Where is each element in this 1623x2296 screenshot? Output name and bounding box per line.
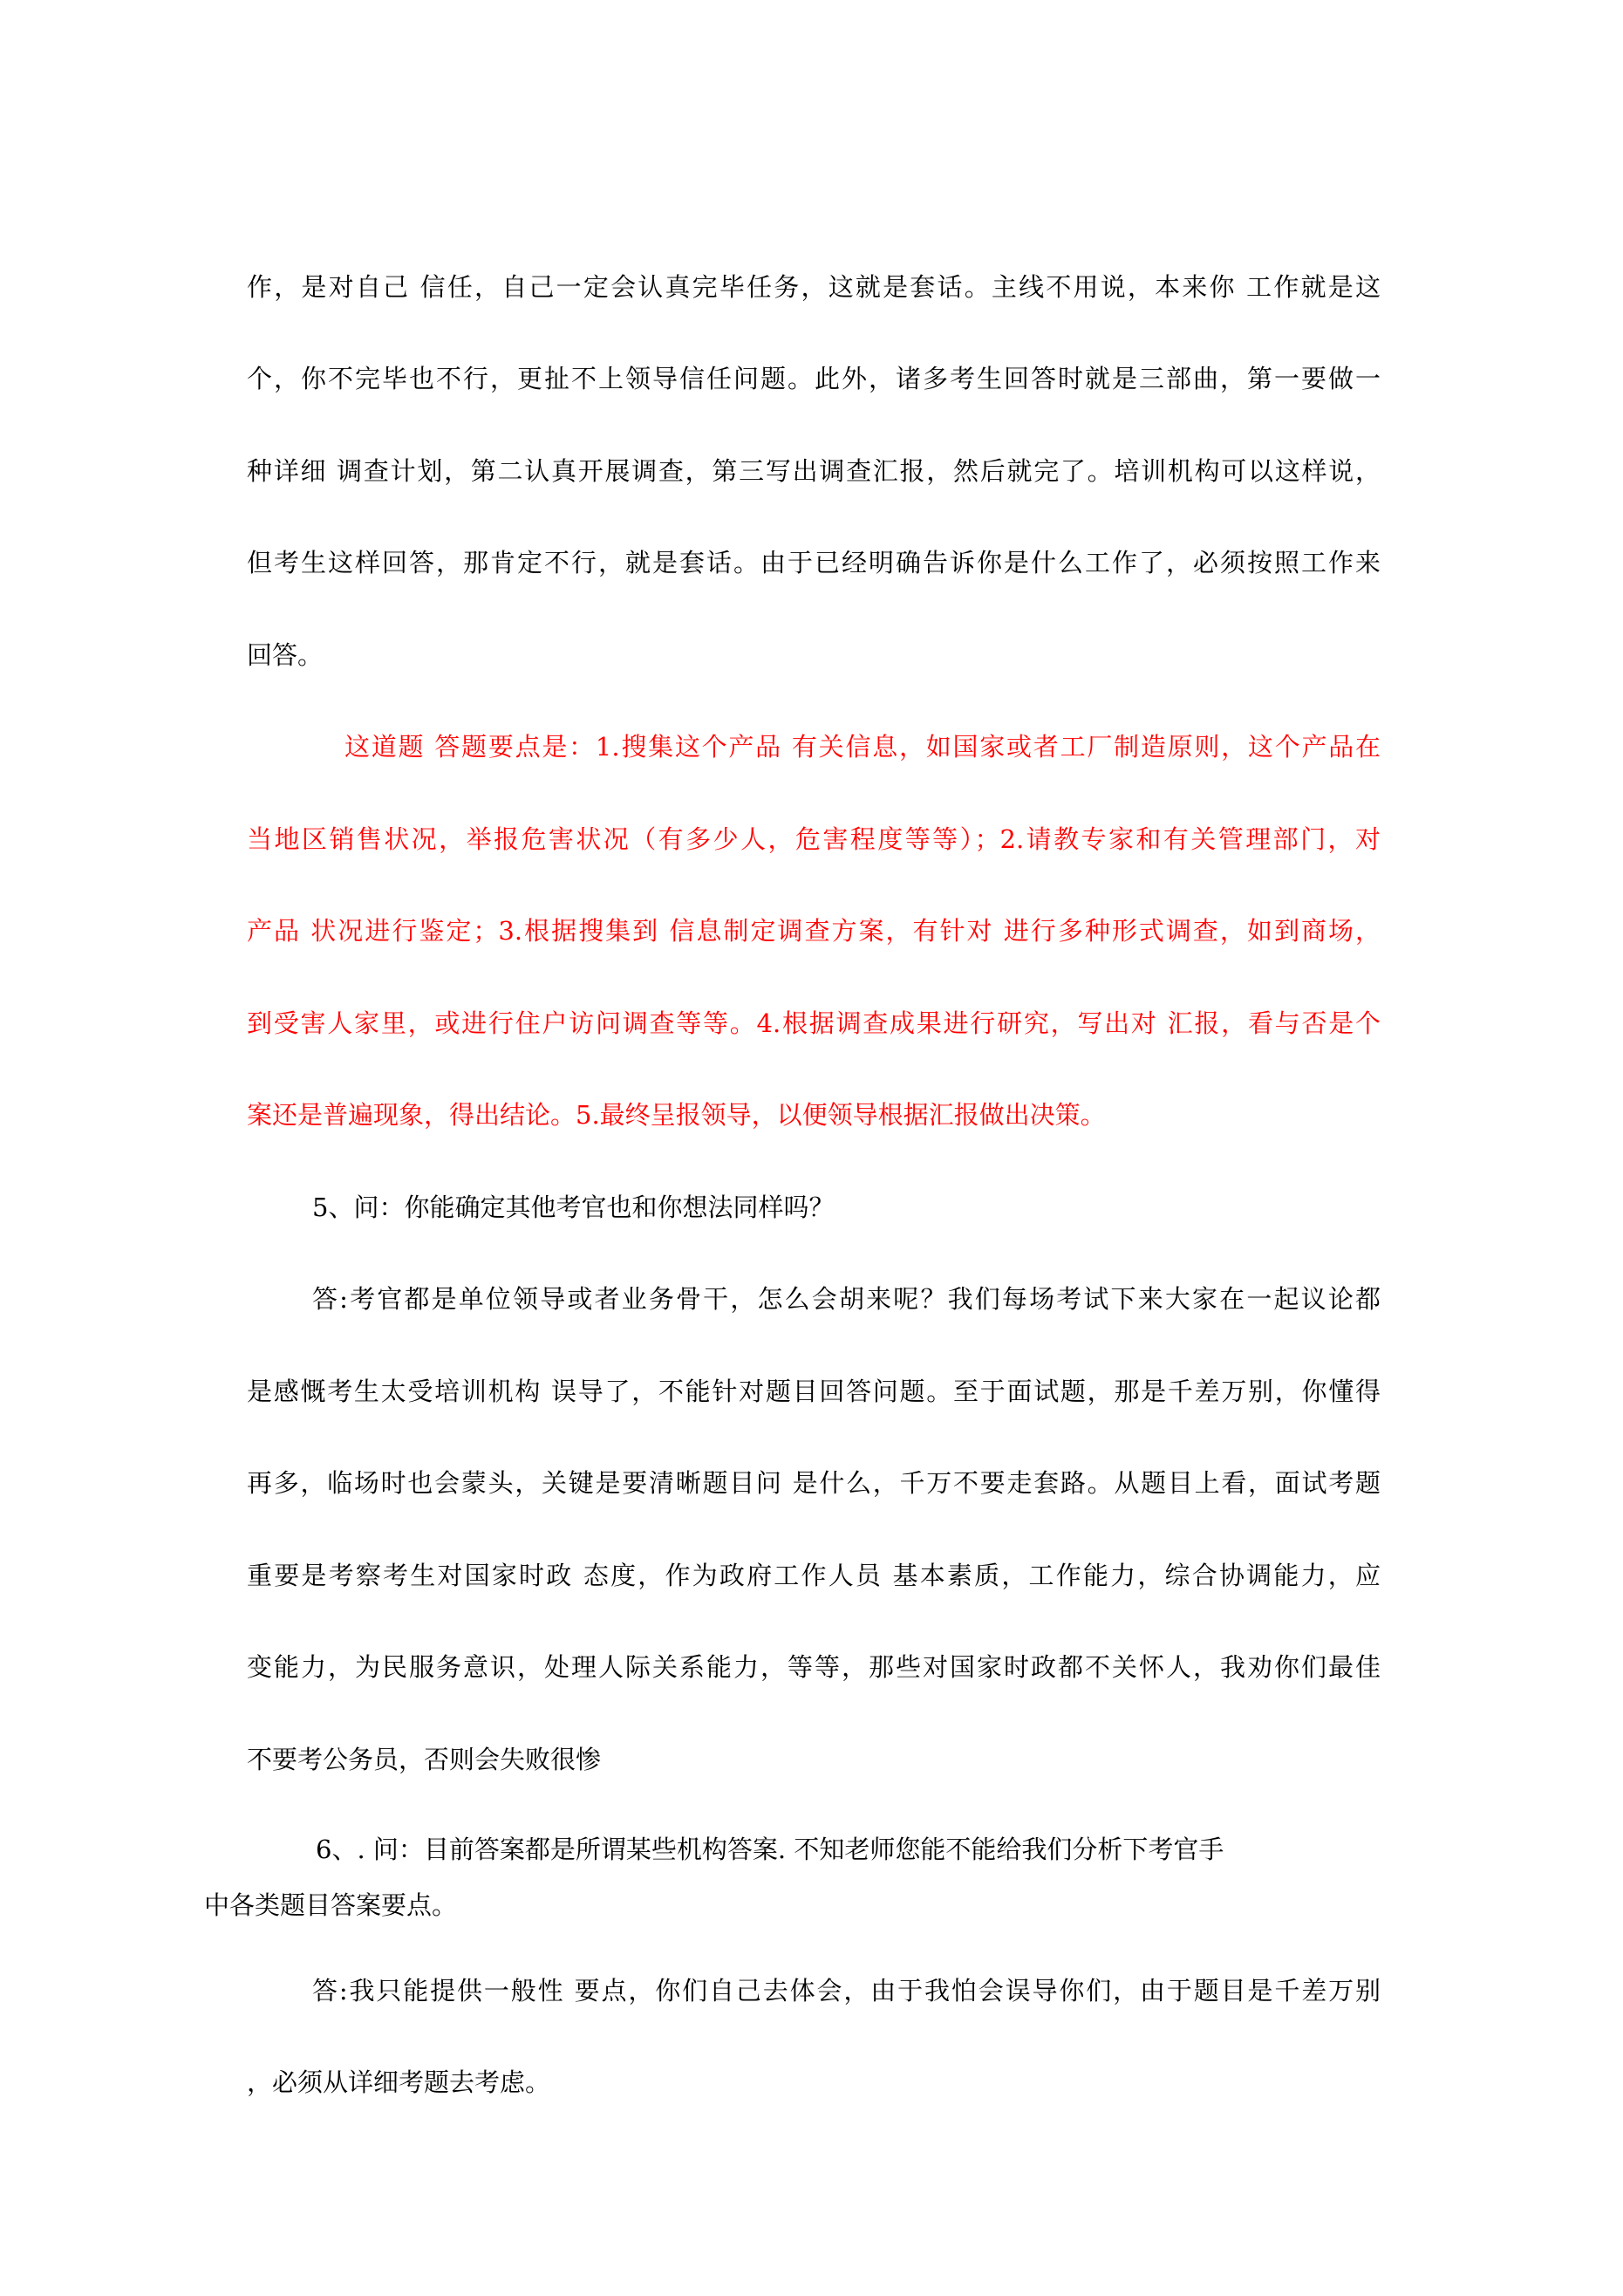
answer-6-line: 答:我只能提供一般性 要点，你们自己去体会，由于我怕会误导你们，由于题目是千差万别 <box>312 1976 1381 2006</box>
answer-5-line: 答:考官都是单位领导或者业务骨干，怎么会胡来呢？我们每场考试下来大家在一起议论都 <box>312 1284 1381 1314</box>
answer-key-line: 案还是普遍现象，得出结论。5.最终呈报领导，以便领导根据汇报做出决策。 <box>247 1100 1106 1130</box>
paragraph-line: 个，你不完毕也不行，更扯不上领导信任问题。此外，诸多考生回答时就是三部曲，第一要做一 <box>247 364 1381 393</box>
answer-key-line: 到受害人家里，或进行住户访问调查等等。4.根据调查成果进行研究，写出对 汇报，看与否是个 <box>247 1008 1381 1038</box>
answer-key-line: 当地区销售状况，举报危害状况（有多少人，危害程度等等）；2.请教专家和有关管理部门，对 <box>247 824 1381 854</box>
answer-key-line: 产品 状况进行鉴定；3.根据搜集到 信息制定调查方案，有针对 进行多种形式调查，如到商场， <box>247 916 1381 946</box>
answer-5-line: 不要考公务员，否则会失败很惨 <box>247 1745 602 1774</box>
answer-5-line: 重要是考察考生对国家时政 态度，作为政府工作人员 基本素质，工作能力，综合协调能力，应 <box>247 1561 1381 1590</box>
paragraph-line: 但考生这样回答，那肯定不行，就是套话。由于已经明确告诉你是什么工作了，必须按照工作来 <box>247 548 1381 577</box>
question-6: 6、. 问：目前答案都是所谓某些机构答案. 不知老师您能不能给我们分析下考官手 <box>316 1835 1224 1864</box>
answer-5-line: 变能力，为民服务意识，处理人际关系能力，等等，那些对国家时政都不关怀人，我劝你们最佳 <box>247 1652 1381 1682</box>
question-5: 5、问：你能确定其他考官也和你想法同样吗？ <box>312 1192 835 1222</box>
answer-6-line: ，必须从详细考题去考虑。 <box>247 2067 551 2097</box>
answer-5-line: 再多，临场时也会蒙头，关键是要清晰题目问 是什么，千万不要走套路。从题目上看，面试考题 <box>247 1468 1381 1498</box>
answer-key-line: 这道题 答题要点是：1.搜集这个产品 有关信息，如国家或者工厂制造原则，这个产品在 <box>344 732 1381 762</box>
paragraph-line: 作，是对自己 信任，自己一定会认真完毕任务，这就是套话。主线不用说，本来你 工作就是这 <box>247 272 1381 302</box>
paragraph-line: 种详细 调查计划，第二认真开展调查，第三写出调查汇报，然后就完了。培训机构可以这样说， <box>247 456 1381 486</box>
question-6-continued: 中各类题目答案要点。 <box>204 1890 458 1920</box>
answer-5-line: 是感慨考生太受培训机构 误导了，不能针对题目回答问题。至于面试题，那是千差万别，你懂得 <box>247 1377 1381 1406</box>
paragraph-line: 回答。 <box>247 640 324 670</box>
